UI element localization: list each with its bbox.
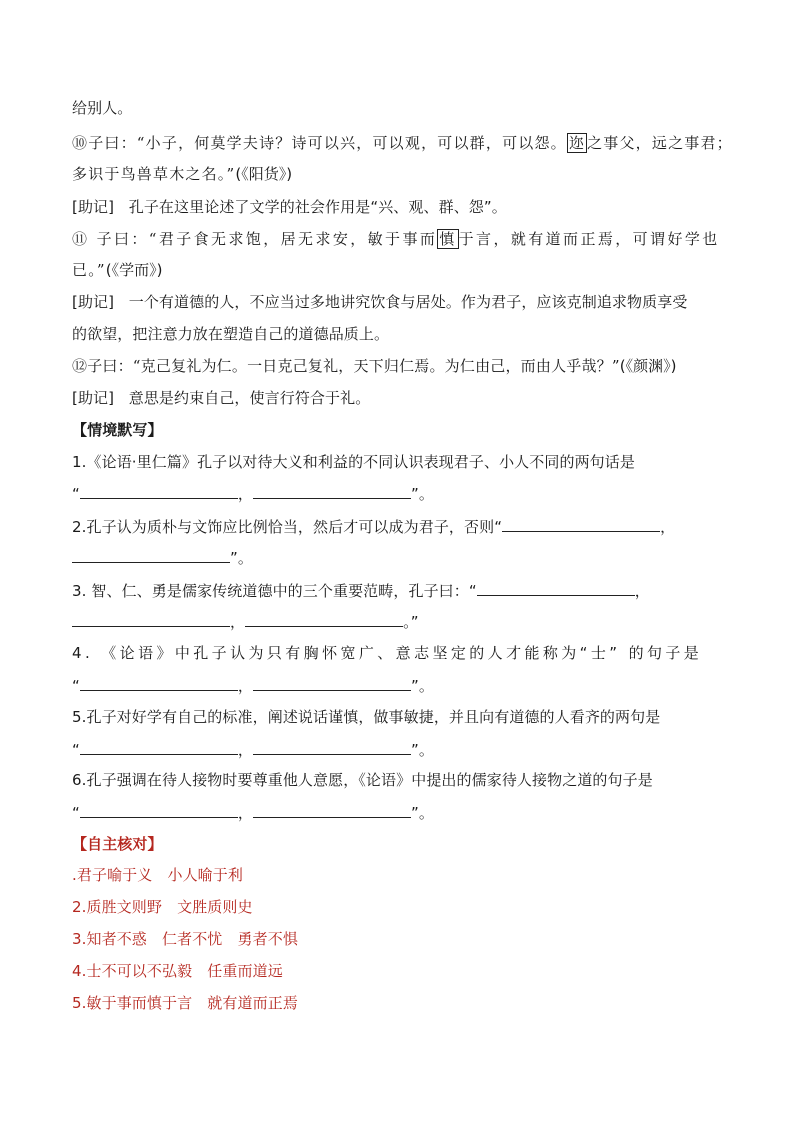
blank-2a[interactable] (502, 516, 660, 532)
boxed-character: 慎 (439, 230, 457, 248)
mnemonic-note: [助记] 意思是约束自己，使言行符合于礼。 (72, 389, 371, 407)
source-ref: (《阳货》) (235, 165, 293, 183)
answer-key-1: .君子喻于义 小人喻于利 (72, 866, 243, 884)
blank-1b[interactable] (253, 483, 411, 499)
question-6: 6.孔子强调在待人接物时要尊重他人意愿，《论语》中提出的儒家待人接物之道的句子是 (72, 771, 653, 789)
boxed-character: 迩 (568, 134, 586, 152)
answer-key-2: 2.质胜文则野 文胜质则史 (72, 898, 253, 916)
answer-line-2: ”。 (72, 547, 724, 568)
passage-continuation: 给别人。 (72, 99, 133, 117)
blank-4b[interactable] (253, 675, 411, 691)
section-heading-dictation: 【情境默写】 (72, 421, 163, 439)
blank-3a[interactable] (477, 580, 635, 596)
blank-6b[interactable] (253, 802, 411, 818)
blank-4a[interactable] (80, 675, 238, 691)
blank-6a[interactable] (80, 802, 238, 818)
answer-key-5: 5.敏于事而慎于言 就有道而正焉 (72, 994, 298, 1012)
answer-line-3: ， 。” (72, 611, 724, 632)
passage-10-line-2: 多识于鸟兽草木之名。”(《阳货》) (72, 165, 293, 183)
passage-12: ⑫子曰：“克己复礼为仁。一日克己复礼，天下归仁焉。为仁由己，而由人乎哉？”(《颜渊》) (72, 357, 677, 375)
answer-line-4: “ ， ”。 (72, 677, 434, 695)
blank-2b[interactable] (72, 547, 230, 563)
question-2: 2.孔子认为质朴与文饰应比例恰当，然后才可以成为君子，否则“ ， (72, 518, 676, 536)
passage-11-line-1: ⑪ 子曰：“君子食无求饱，居无求安，敏于事而 慎 于言，就有道而正焉，可谓好学也 (72, 230, 720, 248)
mnemonic-label: [助记] (72, 389, 115, 407)
answer-line-1: “ ， ”。 (72, 485, 434, 503)
mnemonic-note: [助记] 孔子在这里论述了文学的社会作用是“兴、观、群、怨”。 (72, 198, 507, 216)
question-1: 1.《论语·里仁篇》孔子以对待大义和利益的不同认识表现君子、小人不同的两句话是 (72, 453, 635, 471)
section-heading-answers: 【自主核对】 (72, 835, 163, 853)
passage-number: ⑫ (72, 357, 88, 375)
mnemonic-note: [助记] 一个有道德的人，不应当过多地讲究饮食与居处。作为君子，应该克制追求物质享受 (72, 293, 688, 311)
blank-5a[interactable] (80, 739, 238, 755)
answer-key-3: 3.知者不惑 仁者不忧 勇者不惧 (72, 930, 298, 948)
passage-10-line-1: ⑩子曰：“小子，何莫学夫诗？诗可以兴，可以观，可以群，可以怨。 迩 之事父，远之事君； (72, 134, 733, 152)
mnemonic-note-line-2: 的欲望，把注意力放在塑造自己的道德品质上。 (72, 325, 390, 343)
question-5: 5.孔子对好学有自己的标准，阐述说话谨慎，做事敏捷，并且向有道德的人看齐的两句是 (72, 708, 661, 726)
question-4: 4. 《论语》中孔子认为只有胸怀宽广、意志坚定的人才能称为“士” 的句子是 (72, 644, 703, 662)
answer-line-6: “ ， ”。 (72, 804, 434, 822)
answer-line-5: “ ， ”。 (72, 741, 434, 759)
passage-11-line-2: 已。”(《学而》) (72, 261, 163, 279)
answer-key-4: 4.士不可以不弘毅 任重而道远 (72, 962, 283, 980)
mnemonic-label: [助记] (72, 198, 115, 216)
blank-3c[interactable] (245, 611, 403, 627)
blank-1a[interactable] (80, 483, 238, 499)
source-ref: (《颜渊》) (619, 357, 677, 375)
source-ref: (《学而》) (105, 261, 163, 279)
mnemonic-label: [助记] (72, 293, 115, 311)
passage-number: ⑩ (72, 134, 89, 152)
blank-3b[interactable] (72, 611, 230, 627)
blank-5b[interactable] (253, 739, 411, 755)
passage-number: ⑪ (72, 230, 90, 248)
question-3: 3. 智、仁、勇是儒家传统道德中的三个重要范畴，孔子曰：“ ， (72, 582, 650, 600)
